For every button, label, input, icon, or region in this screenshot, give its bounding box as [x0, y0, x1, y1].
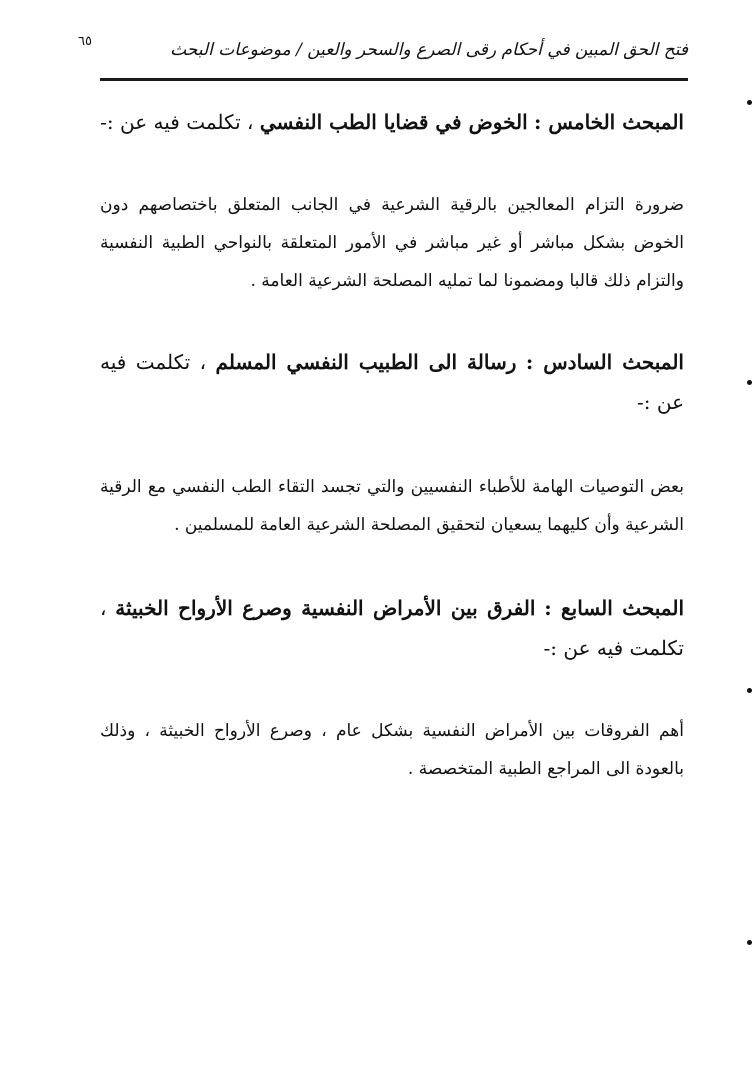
page-number: ٦٥	[78, 34, 92, 49]
page-header	[78, 34, 688, 74]
section-tail: ، تكلمت فيه عن :-	[100, 596, 684, 660]
margin-dot	[747, 940, 752, 945]
margin-dot	[747, 688, 752, 693]
section-tail: ، تكلمت فيه عن :-	[100, 350, 684, 414]
section-heading	[100, 342, 684, 422]
header-rule	[100, 78, 688, 81]
margin-dot	[747, 380, 752, 385]
section-body: بعض التوصيات الهامة للأطباء النفسيين والتي تجسد التقاء الطب النفسي مع الرقية الشرعية وأن كليهما يسعيان لتحقيق المصلحة الشرعية العامة للمسلمين .	[100, 477, 684, 535]
section-lead: المبحث الخامس :	[534, 110, 684, 134]
section-title: رسالة الى الطبيب النفسي المسلم	[215, 350, 517, 374]
section-heading	[100, 588, 684, 668]
section-tail: ، تكلمت فيه عن :-	[100, 110, 254, 134]
margin-dot	[747, 100, 752, 105]
section-body: ضرورة التزام المعالجين بالرقية الشرعية في الجانب المتعلق باختصاصهم دون الخوض بشكل مباشر أو غير مباشر في الأمور المتعلقة بالنواحي الطبية النفسية والتزام ذلك قالبا ومضمونا لما تمليه المصلحة الشرعية العامة .	[100, 195, 684, 291]
section-lead: المبحث السابع :	[544, 596, 684, 620]
section-lead: المبحث السادس :	[525, 350, 684, 374]
section-title: الخوض في قضايا الطب النفسي	[259, 110, 528, 134]
section-title: الفرق بين الأمراض النفسية وصرع الأرواح الخبيثة	[115, 596, 536, 620]
running-title: فتح الحق المبين في أحكام رقى الصرع والسحر والعين / موضوعات البحث	[170, 40, 688, 60]
section-heading	[100, 102, 684, 142]
section-body: أهم الفروقات بين الأمراض النفسية بشكل عام ، وصرع الأرواح الخبيثة ، وذلك بالعودة الى المراجع الطبية المتخصصة .	[100, 721, 684, 779]
page-content	[100, 100, 684, 788]
